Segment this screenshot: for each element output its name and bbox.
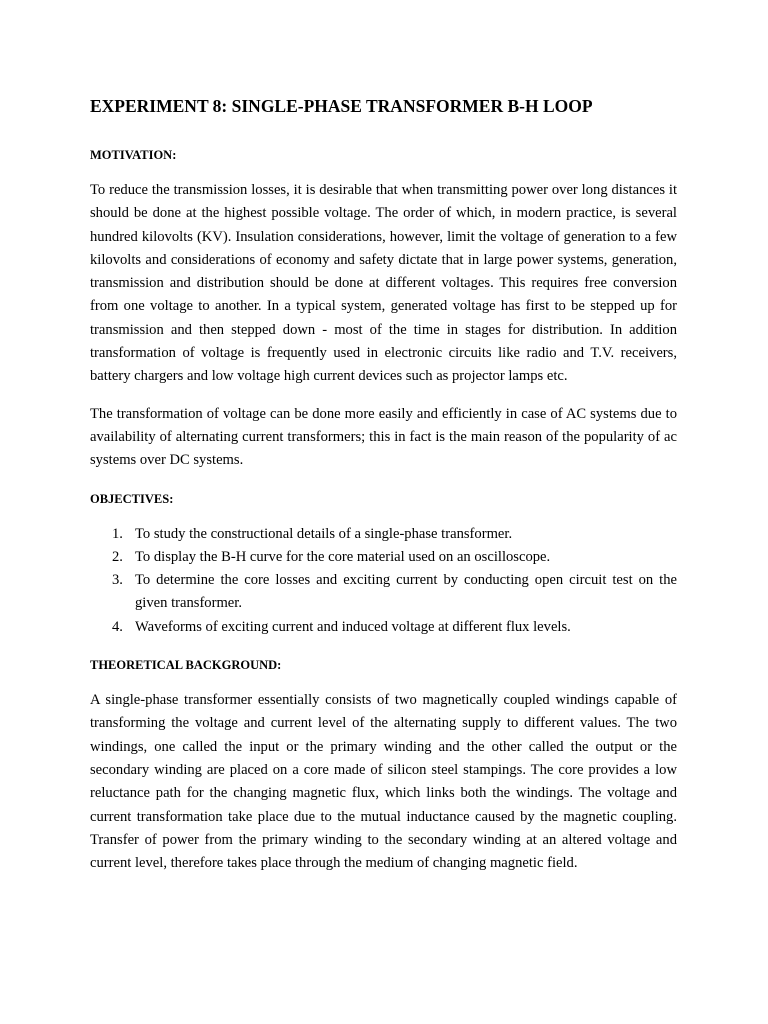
list-item-number: 2. — [112, 548, 123, 565]
list-item-number: 4. — [112, 618, 123, 635]
document-page — [90, 94, 677, 875]
list-item-text: To determine the core losses and exciting current by conducting open circuit test on the given transformer. — [135, 572, 677, 612]
list-item — [90, 546, 677, 569]
list-item-text: Waveforms of exciting current and induced voltage at different flux levels. — [135, 618, 571, 635]
list-item-text: To study the constructional details of a single-phase transformer. — [135, 525, 513, 542]
objectives-list — [90, 523, 677, 639]
list-item — [90, 523, 677, 546]
motivation-paragraph-2: The transformation of voltage can be done more easily and efficiently in case of AC systems due to availability of alternating current transformers; this in fact is the main reason of the popularity of ac systems over DC systems. — [90, 405, 677, 469]
motivation-heading: MOTIVATION: — [90, 148, 177, 162]
motivation-paragraph-1: To reduce the transmission losses, it is desirable that when transmitting power over long distances it should be done at the highest possible voltage. The order of which, in modern practice, is several hundred kilovolts (KV). Insulation considerations, however, limit the voltage of generation to a few kilovolts and considerations of economy and safety dictate that in large power systems, generation, transmission and distribution should be done at different voltages. This requires free conversion from one voltage to another. In a typical system, generated voltage has first to be stepped up for transmission and then stepped down - most of the time in stages for distribution. In addition transformation of voltage is frequently used in electronic circuits like radio and T.V. receivers, battery chargers and low voltage high current devices such as projector lamps etc. — [90, 182, 677, 385]
theoretical-background-paragraph: A single-phase transformer essentially consists of two magnetically coupled windings capable of transforming the voltage and current level of the alternating supply to different values. The two windings, one called the input or the primary winding and the other called the output or the secondary winding are placed on a core made of silicon steel stampings. The core provides a low reluctance path for the changing magnetic flux, which links both the windings. The voltage and current transformation take place due to the mutual inductance caused by the magnetic coupling. Transfer of power from the primary winding to the secondary winding at an altered voltage and current level, therefore takes place through the medium of changing magnetic field. — [90, 692, 677, 872]
list-item-number: 1. — [112, 525, 123, 542]
theoretical-background-heading: THEORETICAL BACKGROUND: — [90, 658, 282, 673]
list-item — [90, 616, 677, 639]
document-title: EXPERIMENT 8: SINGLE-PHASE TRANSFORMER B-H LOOP — [90, 96, 593, 116]
list-item — [90, 569, 677, 616]
objectives-heading: OBJECTIVES: — [90, 491, 174, 506]
list-item-text: To display the B-H curve for the core material used on an oscilloscope. — [135, 548, 551, 565]
list-item-number: 3. — [112, 572, 123, 589]
